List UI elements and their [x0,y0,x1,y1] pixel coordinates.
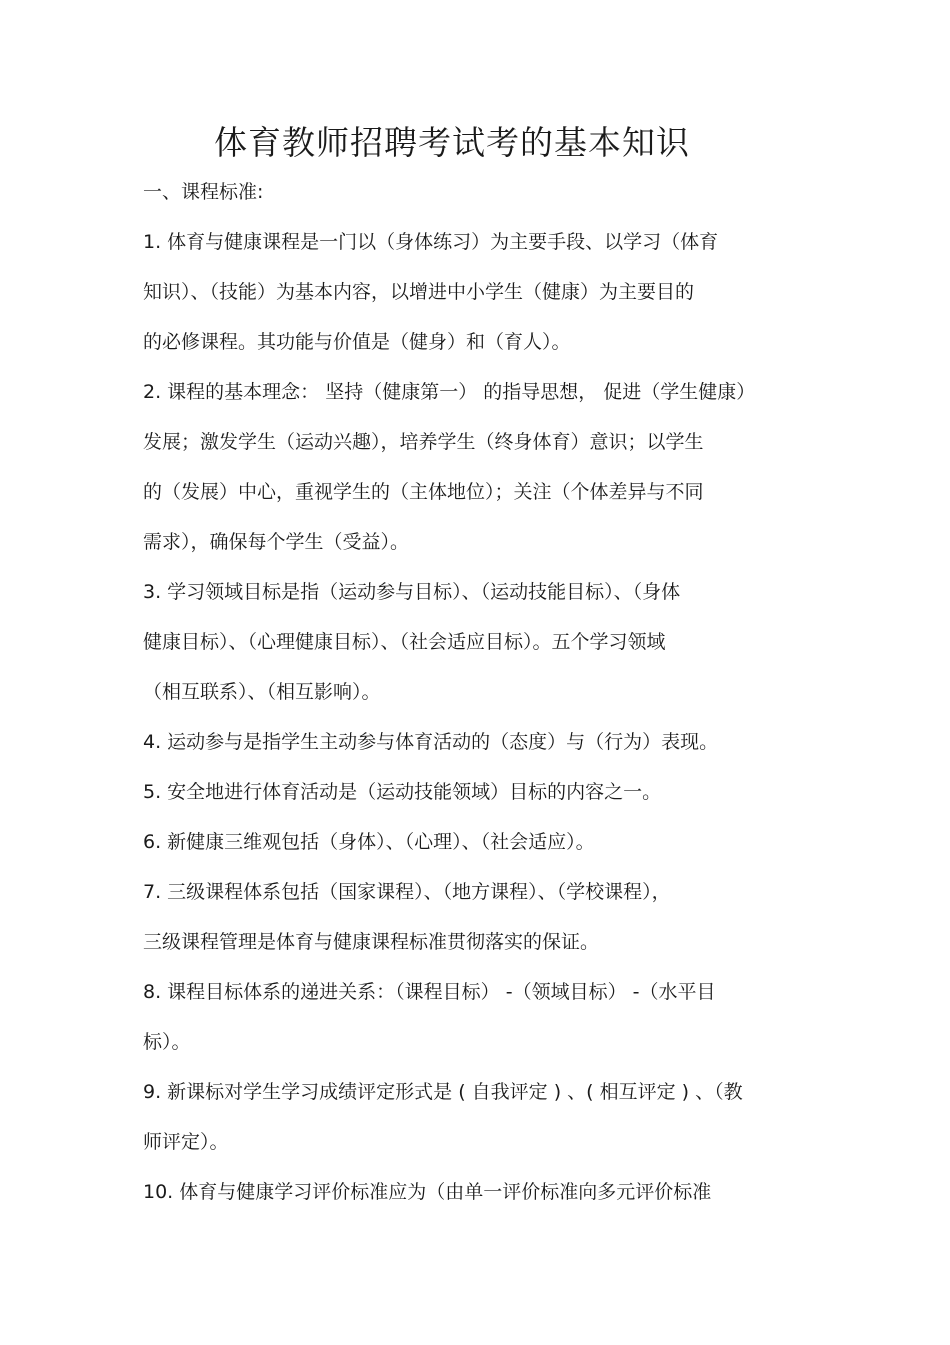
text-line: 师评定）。 [143,1131,229,1153]
text-line: 9. 新课标对学生学习成绩评定形式是 ( 自我评定 ) 、( 相互评定 ) 、（教 [143,1081,743,1103]
text-line: 标）。 [143,1031,191,1053]
text-line: 8. 课程目标体系的递进关系：（课程目标） -（领域目标） -（水平目 [143,981,716,1003]
text-line: 健康目标）、（心理健康目标）、（社会适应目标）。五个学习领域 [143,631,666,653]
text-line: 5. 安全地进行体育活动是（运动技能领域）目标的内容之一。 [143,781,662,803]
text-line: 2. 课程的基本理念： 坚持（健康第一） 的指导思想， 促进（学生健康） [143,381,756,403]
text-line: 3. 学习领域目标是指（运动参与目标）、（运动技能目标）、（身体 [143,581,681,603]
text-line: 的必修课程。其功能与价值是（健身）和（育人）。 [143,331,571,353]
text-line: 1. 体育与健康课程是一门以（身体练习）为主要手段、以学习（体育 [143,231,719,253]
page-title: 体育教师招聘考试考的基本知识 [214,123,690,162]
text-line: 知识）、（技能）为基本内容，以增进中小学生（健康）为主要目的 [143,281,695,303]
text-line: 三级课程管理是体育与健康课程标准贯彻落实的保证。 [143,931,600,953]
text-line: 需求），确保每个学生（受益）。 [143,531,410,553]
text-line: 7. 三级课程体系包括（国家课程）、（地方课程）、（学校课程）， [143,881,671,903]
text-line: 10. 体育与健康学习评价标准应为（由单一评价标准向多元评价标准 [143,1181,712,1203]
section-heading: 一、课程标准: [143,181,264,203]
text-line: 6. 新健康三维观包括（身体）、（心理）、（社会适应）。 [143,831,595,853]
text-line: 的（发展）中心，重视学生的（主体地位）；关注（个体差异与不同 [143,481,704,503]
text-line: 4. 运动参与是指学生主动参与体育活动的（态度）与（行为）表现。 [143,731,719,753]
text-line: （相互联系）、（相互影响）。 [143,681,381,703]
text-line: 发展；激发学生（运动兴趣），培养学生（终身体育）意识；以学生 [143,431,704,453]
